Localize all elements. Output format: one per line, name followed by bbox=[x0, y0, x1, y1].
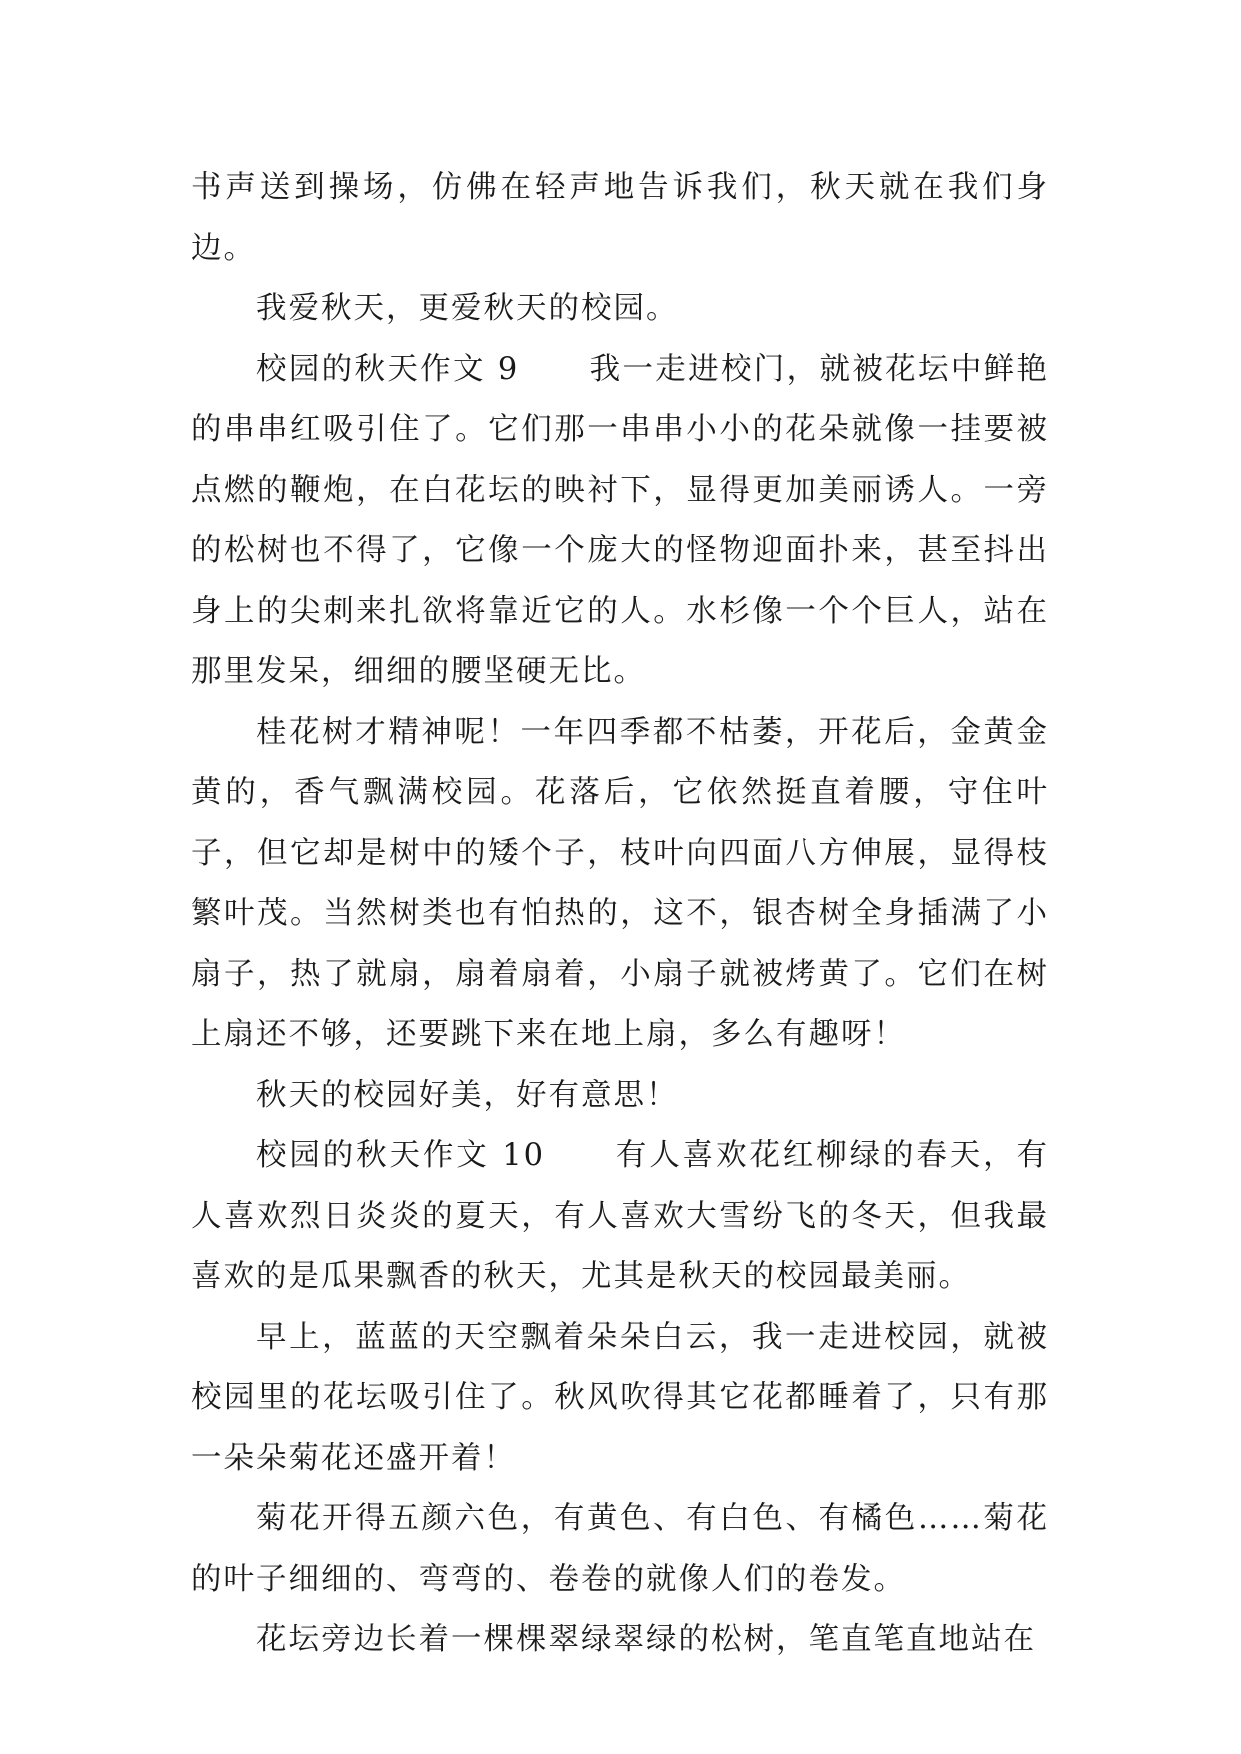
essay-heading: 校园的秋天作文 9 bbox=[256, 351, 520, 387]
paragraph-with-heading bbox=[191, 340, 1049, 703]
document-body bbox=[191, 158, 1049, 1671]
paragraph-text: 我一走进校门，就被花坛中鲜艳的串串红吸引住了。它们那一串串小小的花朵就像一挂要被点燃的鞭炮，在白花坛的映衬下，显得更加美丽诱人。一旁的松树也不得了，它像一个庞大的怪物迎面扑来，甚至抖出身上的尖刺来扎欲将靠近它的人。水杉像一个个巨人，站在那里发呆，细细的腰坚硬无比。 bbox=[191, 351, 1049, 689]
paragraph: 花坛旁边长着一棵棵翠绿翠绿的松树，笔直笔直地站在 bbox=[256, 1622, 1036, 1657]
paragraph: 早上，蓝蓝的天空飘着朵朵白云，我一走进校园，就被校园里的花坛吸引住了。秋风吹得其它花都睡着了，只有那一朵朵菊花还盛开着！ bbox=[191, 1319, 1049, 1476]
paragraph: 菊花开得五颜六色，有黄色、有白色、有橘色……菊花的叶子细细的、弯弯的、卷卷的就像人们的卷发。 bbox=[191, 1501, 1049, 1597]
paragraph: 书声送到操场，仿佛在轻声地告诉我们，秋天就在我们身边。 bbox=[191, 170, 1049, 266]
paragraph-text: 有人喜欢花红柳绿的春天，有人喜欢烈日炎炎的夏天，有人喜欢大雪纷飞的冬天，但我最喜欢的是瓜果飘香的秋天，尤其是秋天的校园最美丽。 bbox=[191, 1138, 1049, 1294]
paragraph-with-heading bbox=[191, 1126, 1049, 1308]
paragraph: 我爱秋天，更爱秋天的校园。 bbox=[256, 291, 679, 326]
essay-heading: 校园的秋天作文 10 bbox=[256, 1138, 546, 1173]
paragraph: 桂花树才精神呢！一年四季都不枯萎，开花后，金黄金黄的，香气飘满校园。花落后，它依然挺直着腰，守住叶子，但它却是树中的矮个子，枝叶向四面八方伸展，显得枝繁叶茂。当然树类也有怕热的，这不，银杏树全身插满了小扇子，热了就扇，扇着扇着，小扇子就被烤黄了。它们在树上扇还不够，还要跳下来在地上扇，多么有趣呀！ bbox=[191, 714, 1049, 1052]
paragraph: 秋天的校园好美，好有意思！ bbox=[256, 1077, 679, 1113]
